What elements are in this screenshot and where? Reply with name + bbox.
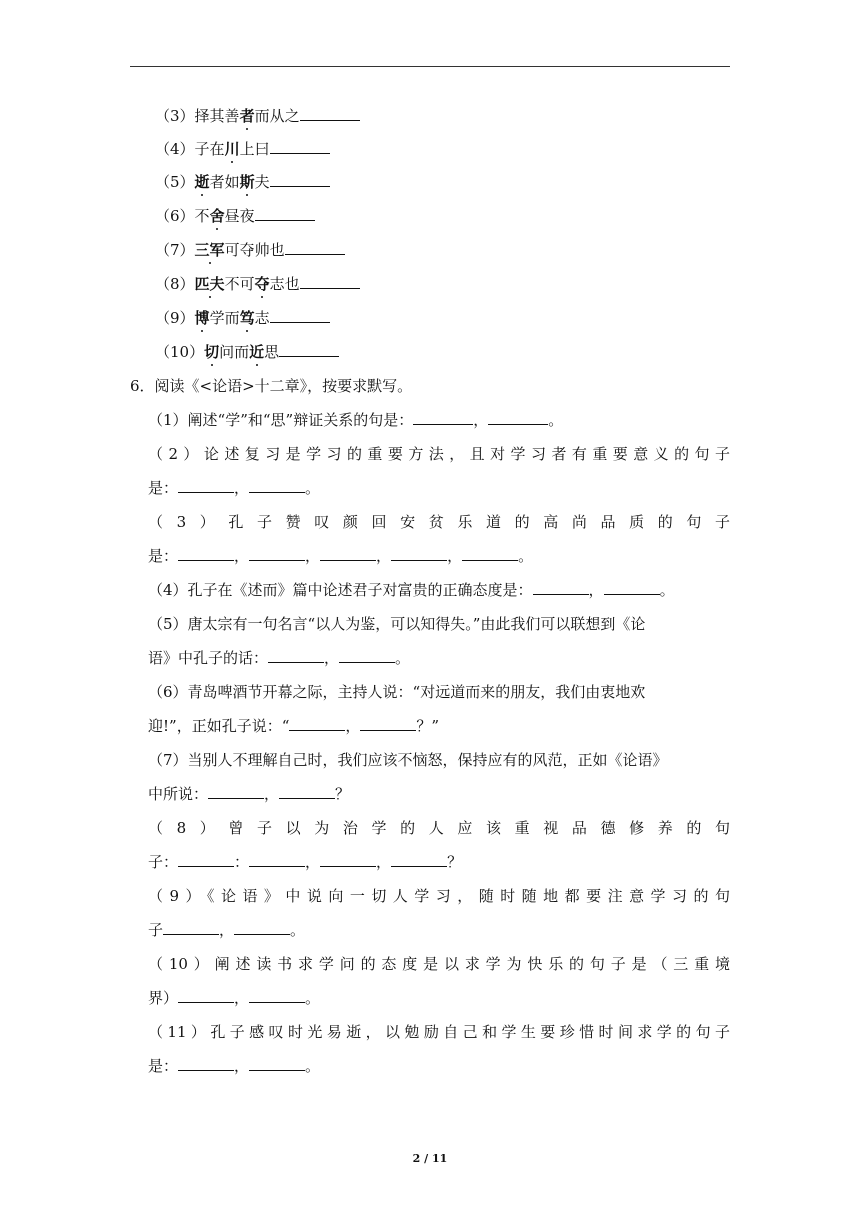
answer-blank[interactable] bbox=[413, 410, 473, 425]
answer-blank[interactable] bbox=[285, 240, 345, 255]
answer-blank[interactable] bbox=[289, 716, 345, 731]
answer-blank[interactable] bbox=[234, 920, 290, 935]
q6-item-6-line-2: 迎!”，正如孔子说：“ ， ？” bbox=[148, 717, 440, 735]
q6-item-5-line-2: 语》中孔子的话： ， 。 bbox=[148, 649, 411, 667]
q6-item-4: （4）孔子在《述而》篇中论述君子对富贵的正确态度是： ， 。 bbox=[148, 581, 675, 599]
answer-blank[interactable] bbox=[279, 784, 335, 799]
q6-item-10-line-1: （10）阐述读书求学问的态度是以求学为快乐的句子是（三重境 bbox=[148, 955, 730, 973]
emphasized-char: 近 bbox=[249, 343, 265, 361]
emphasized-char: 切 bbox=[204, 343, 220, 361]
q6-item-9-line-1: （9）《论语》中说向一切人学习，随时随地都要注意学习的句 bbox=[148, 887, 730, 905]
answer-blank[interactable] bbox=[339, 648, 395, 663]
q6-item-9-line-2: 子 ， 。 bbox=[148, 921, 306, 939]
vocab-item-8: （8）匹夫不可夺志也 bbox=[155, 274, 360, 294]
answer-blank[interactable] bbox=[208, 784, 264, 799]
emphasized-char: 斯 bbox=[239, 173, 255, 191]
vocab-item-7: （7）三军可夺帅也 bbox=[155, 240, 345, 260]
answer-blank[interactable] bbox=[533, 580, 589, 595]
q6-item-6-line-1: （6）青岛啤酒节开幕之际，主持人说：“对远道而来的朋友，我们由衷地欢 bbox=[148, 683, 646, 701]
answer-blank[interactable] bbox=[178, 546, 234, 561]
emphasized-char: 舍 bbox=[209, 207, 225, 225]
vocab-item-9: （9）博学而笃志 bbox=[155, 308, 330, 328]
answer-blank[interactable] bbox=[300, 274, 360, 289]
answer-blank[interactable] bbox=[320, 852, 376, 867]
vocab-item-4: （4）子在川上曰 bbox=[155, 139, 330, 159]
emphasized-char: 匹夫 bbox=[194, 275, 225, 293]
emphasized-char: 逝 bbox=[194, 173, 210, 191]
answer-blank[interactable] bbox=[462, 546, 518, 561]
emphasized-char: 笃 bbox=[239, 309, 255, 327]
q6-item-11-line-2: 是： ， 。 bbox=[148, 1057, 321, 1075]
q6-item-2-line-2: 是： ， 。 bbox=[148, 479, 321, 497]
answer-blank[interactable] bbox=[249, 546, 305, 561]
question-6-title: 6．阅读《<论语>十二章》，按要求默写。 bbox=[130, 377, 413, 395]
answer-blank[interactable] bbox=[320, 546, 376, 561]
q6-item-8-line-2: 子： ： ， ， ？ bbox=[148, 853, 463, 871]
header-rule bbox=[130, 66, 730, 67]
vocab-item-3: （3）择其善者而从之 bbox=[155, 106, 360, 126]
emphasized-char: 川 bbox=[224, 140, 240, 158]
answer-blank[interactable] bbox=[604, 580, 660, 595]
answer-blank[interactable] bbox=[178, 988, 234, 1003]
answer-blank[interactable] bbox=[360, 716, 416, 731]
vocab-item-10: （10）切问而近思 bbox=[155, 342, 339, 362]
q6-item-8-line-1: （8）曾子以为治学的人应该重视品德修养的句 bbox=[148, 819, 730, 837]
vocab-item-6: （6）不舍昼夜 bbox=[155, 206, 315, 226]
answer-blank[interactable] bbox=[268, 648, 324, 663]
answer-blank[interactable] bbox=[249, 1056, 305, 1071]
vocab-item-5: （5）逝者如斯夫 bbox=[155, 172, 330, 192]
answer-blank[interactable] bbox=[270, 308, 330, 323]
emphasized-char: 三军 bbox=[194, 241, 225, 259]
q6-item-3-line-2: 是： ， ， ， ， 。 bbox=[148, 547, 534, 565]
answer-blank[interactable] bbox=[270, 172, 330, 187]
answer-blank[interactable] bbox=[488, 410, 548, 425]
q6-item-7-line-2: 中所说： ， ？ bbox=[148, 785, 351, 803]
answer-blank[interactable] bbox=[391, 546, 447, 561]
answer-blank[interactable] bbox=[270, 139, 330, 154]
answer-blank[interactable] bbox=[391, 852, 447, 867]
answer-blank[interactable] bbox=[249, 478, 305, 493]
emphasized-char: 博 bbox=[194, 309, 210, 327]
answer-blank[interactable] bbox=[178, 478, 234, 493]
q6-item-1: （1）阐述“学”和“思”辩证关系的句是： ， 。 bbox=[148, 411, 564, 429]
q6-item-5-line-1: （5）唐太宗有一句名言“以人为鉴，可以知得失。”由此我们可以联想到《论 bbox=[148, 615, 646, 633]
emphasized-char: 夺 bbox=[254, 275, 270, 293]
q6-item-3-line-1: （3）孔子赞叹颜回安贫乐道的高尚品质的句子 bbox=[148, 513, 730, 531]
q6-item-10-line-2: 界） ， 。 bbox=[148, 989, 321, 1007]
q6-item-2-line-1: （2）论述复习是学习的重要方法，且对学习者有重要意义的句子 bbox=[148, 445, 730, 463]
answer-blank[interactable] bbox=[163, 920, 219, 935]
page-number: 2 / 11 bbox=[412, 1152, 448, 1165]
answer-blank[interactable] bbox=[178, 1056, 234, 1071]
answer-blank[interactable] bbox=[249, 852, 305, 867]
emphasized-char: 者 bbox=[239, 107, 255, 125]
answer-blank[interactable] bbox=[249, 988, 305, 1003]
answer-blank[interactable] bbox=[178, 852, 234, 867]
q6-item-7-line-1: （7）当别人不理解自己时，我们应该不恼怒，保持应有的风范，正如《论语》 bbox=[148, 751, 668, 769]
answer-blank[interactable] bbox=[255, 206, 315, 221]
answer-blank[interactable] bbox=[300, 106, 360, 121]
answer-blank[interactable] bbox=[279, 342, 339, 357]
q6-item-11-line-1: （11）孔子感叹时光易逝，以勉励自己和学生要珍惜时间求学的句子 bbox=[148, 1023, 730, 1041]
